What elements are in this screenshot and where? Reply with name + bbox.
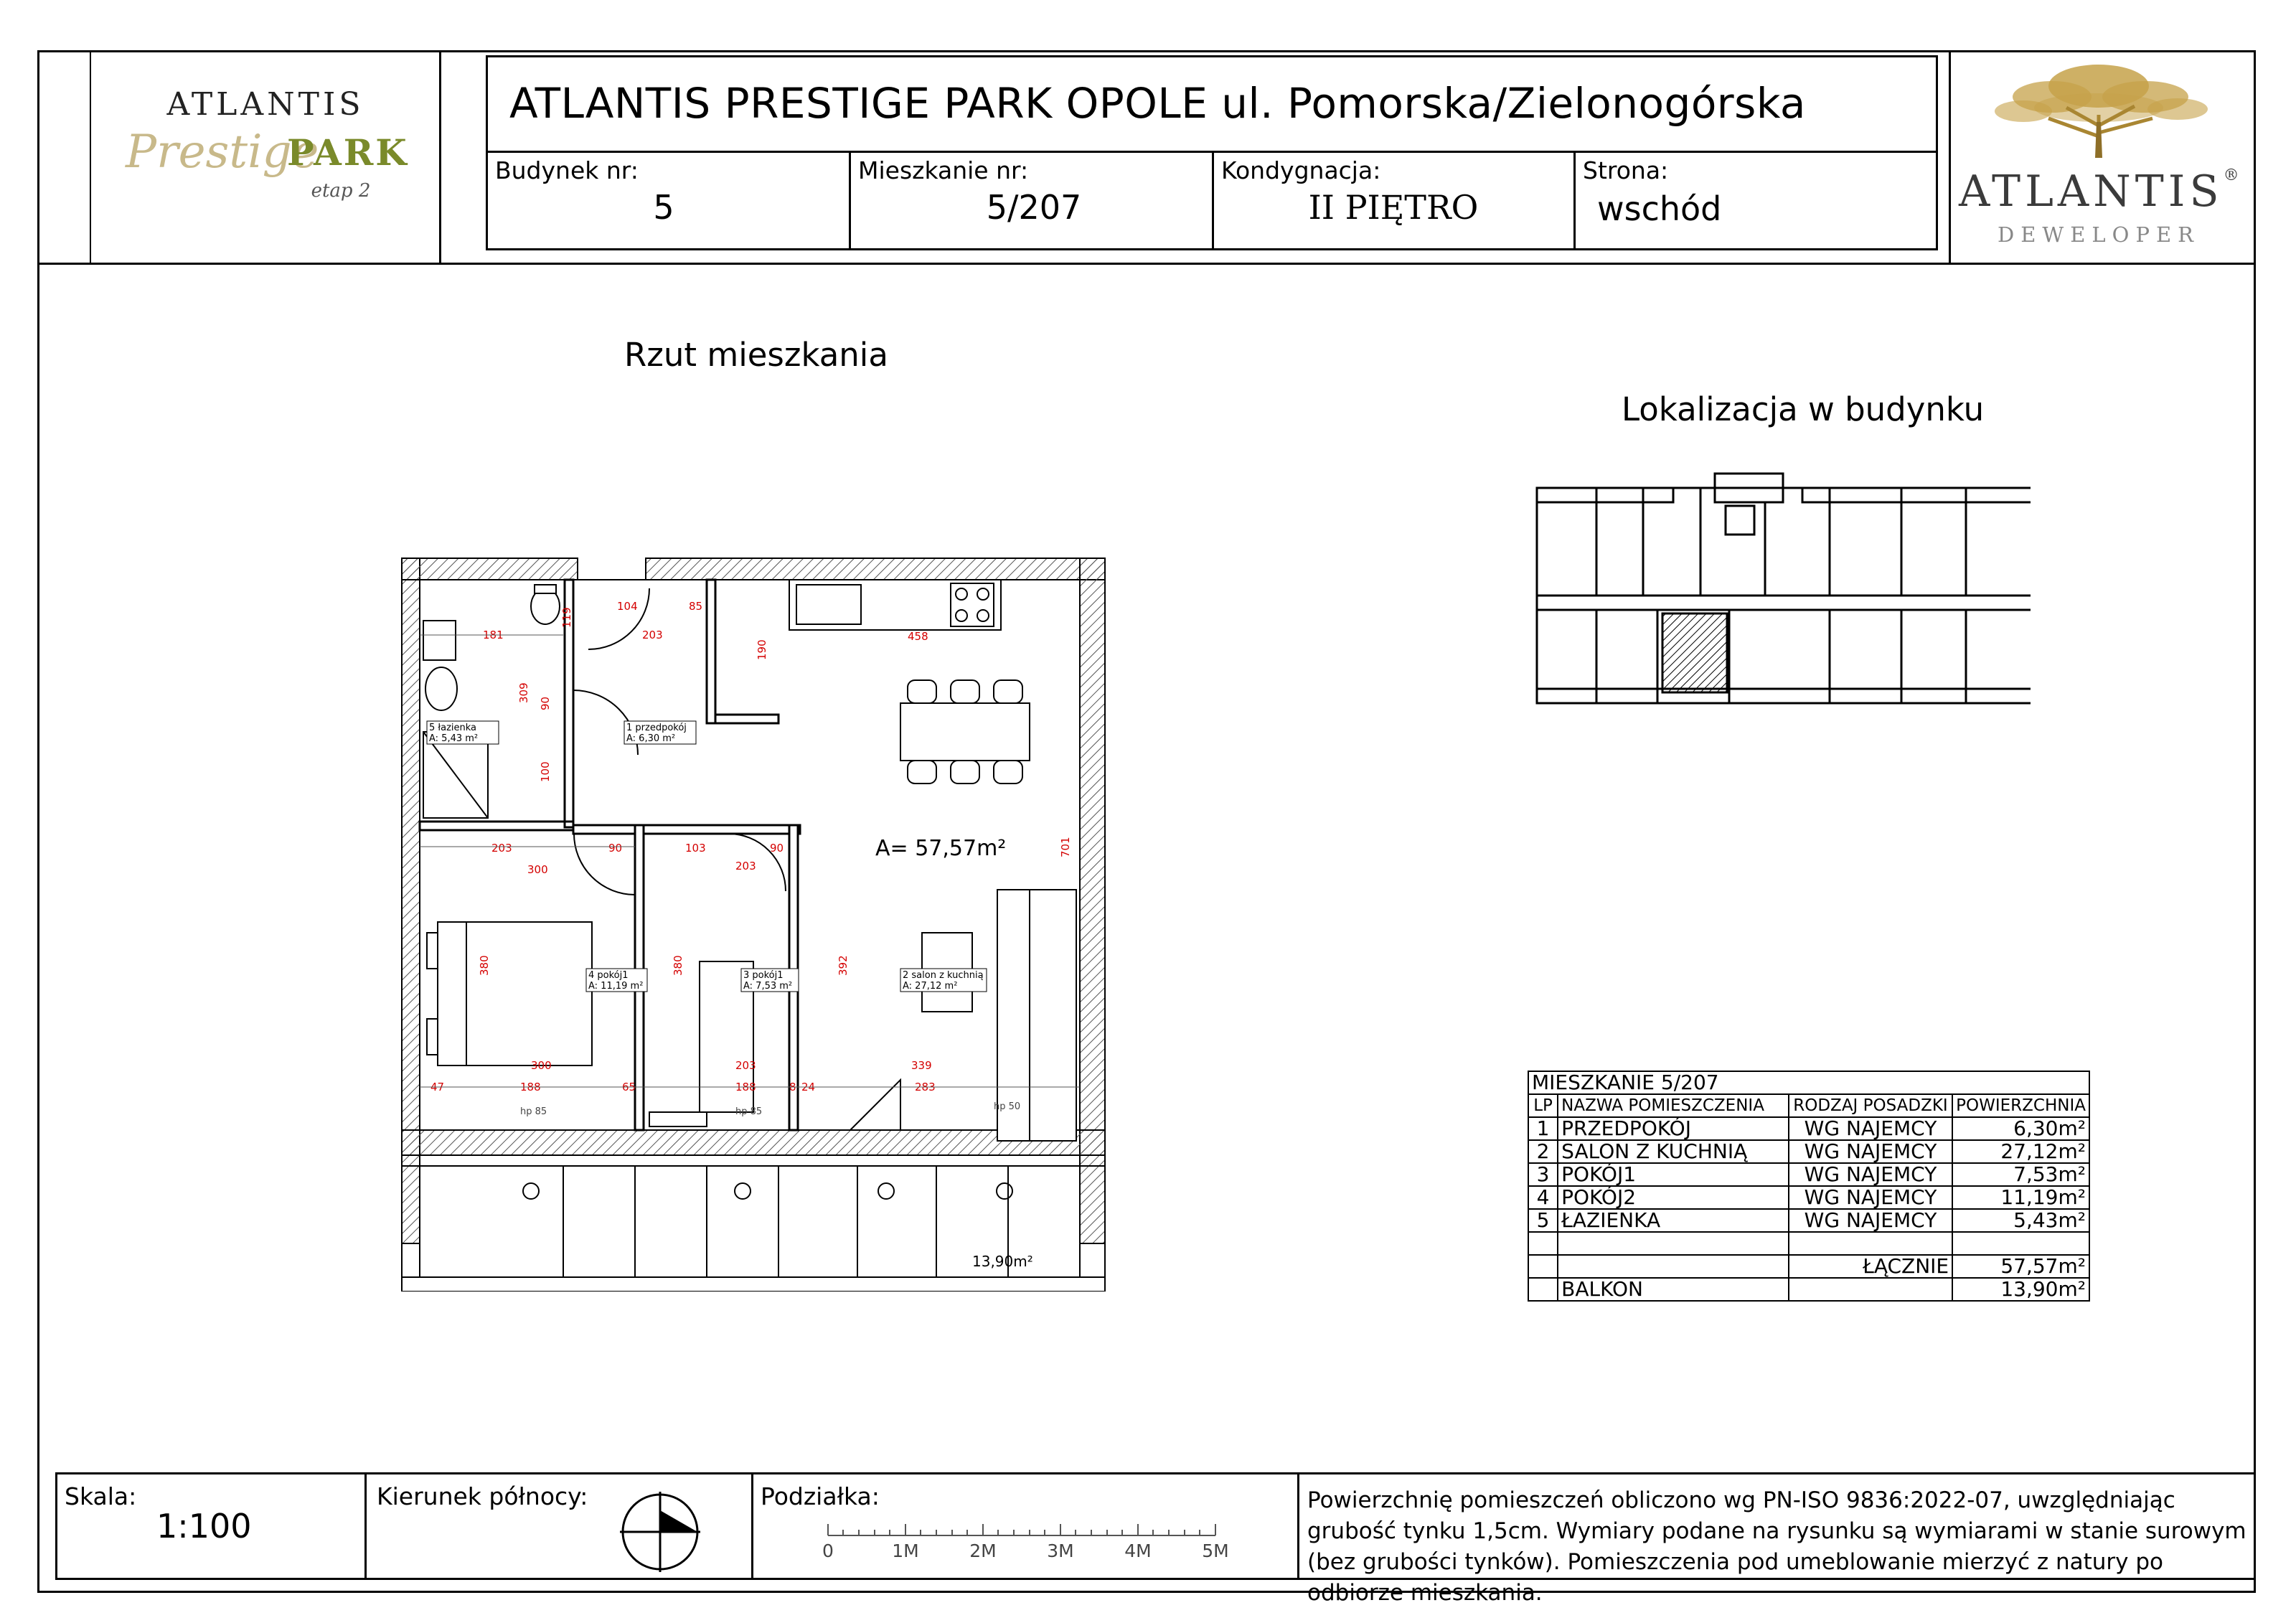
svg-text:283: 283 bbox=[915, 1081, 936, 1093]
project-logo bbox=[93, 86, 438, 244]
svg-text:309: 309 bbox=[517, 682, 530, 703]
field-label-building: Budynek nr: bbox=[495, 156, 639, 184]
scale-tick-3: 3M bbox=[1047, 1540, 1074, 1561]
field-value-side: wschód bbox=[1597, 189, 1722, 228]
row-area: 5,43m² bbox=[1952, 1209, 2089, 1232]
room-1-area: A: 6,30 m² bbox=[626, 733, 676, 744]
col-header-floor: RODZAJ POSADZKI bbox=[1789, 1094, 1952, 1117]
row-lp: 1 bbox=[1528, 1117, 1558, 1140]
balcony-area: 13,90m² bbox=[972, 1253, 1033, 1270]
svg-text:90: 90 bbox=[770, 842, 784, 855]
svg-text:392: 392 bbox=[837, 955, 850, 976]
room-3-name: 3 pokój1 bbox=[743, 970, 784, 981]
scale-tick-0: 0 bbox=[822, 1540, 834, 1561]
apartment-highlight bbox=[1662, 613, 1727, 692]
bed bbox=[427, 922, 592, 1065]
svg-text:203: 203 bbox=[491, 842, 512, 855]
table-row-total bbox=[1528, 1255, 2089, 1278]
location-title: Lokalizacja w budynku bbox=[1622, 390, 1985, 428]
row-name: SALON Z KUCHNIĄ bbox=[1558, 1140, 1789, 1163]
svg-text:90: 90 bbox=[608, 842, 623, 855]
svg-text:380: 380 bbox=[672, 955, 684, 976]
room-5-name: 5 łazienka bbox=[429, 723, 477, 733]
dining-table bbox=[900, 680, 1030, 784]
footer-divider-2 bbox=[751, 1472, 753, 1580]
field-label-apartment: Mieszkanie nr: bbox=[858, 156, 1029, 184]
table-row bbox=[1528, 1209, 2089, 1232]
scale-value: 1:100 bbox=[156, 1507, 252, 1546]
scale-bar bbox=[811, 1514, 1256, 1579]
row-name: POKÓJ1 bbox=[1558, 1163, 1789, 1186]
bar-label: Podziałka: bbox=[761, 1482, 880, 1510]
room-2-area: A: 27,12 m² bbox=[903, 981, 958, 992]
room-3-area: A: 7,53 m² bbox=[743, 981, 793, 992]
row-floor: WG NAJEMCY bbox=[1789, 1140, 1952, 1163]
registered-mark: ® bbox=[2223, 166, 2244, 184]
row-lp: 3 bbox=[1528, 1163, 1558, 1186]
svg-text:188: 188 bbox=[735, 1081, 756, 1093]
table-header-row bbox=[1528, 1094, 2089, 1117]
col-header-area: POWIERZCHNIA bbox=[1952, 1094, 2089, 1117]
area-calculation-note: Powierzchnię pomieszczeń obliczono wg PN-ISO 9836:2022-07, uwzględniając grubość tynku 1,5cm. Wymiary podane na rysunku są wymiarami w stanie surowym (bez grubości tynków). Pomieszczenia pod umeblowanie mierzyć z natury po odbiorze mieszkania. bbox=[1307, 1487, 2246, 1606]
table-title: MIESZKANIE 5/207 bbox=[1528, 1071, 2089, 1094]
logo-line-park: PARK bbox=[287, 131, 409, 174]
svg-text:100: 100 bbox=[539, 761, 552, 782]
scale-tick-5: 5M bbox=[1202, 1540, 1229, 1561]
svg-text:300: 300 bbox=[527, 863, 548, 876]
room-4-name: 4 pokój1 bbox=[588, 970, 629, 981]
page-title: ATLANTIS PRESTIGE PARK OPOLE ul. Pomorska/Zielonogórska bbox=[509, 79, 1806, 128]
logo-line-atlantis: ATLANTIS bbox=[166, 86, 364, 123]
logo-line-prestige: Prestige bbox=[126, 126, 319, 179]
field-label-side: Strona: bbox=[1583, 156, 1669, 184]
row-lp: 2 bbox=[1528, 1140, 1558, 1163]
sill-label-1: hp 85 bbox=[520, 1106, 547, 1117]
location-plan bbox=[1528, 466, 2031, 725]
svg-text:188: 188 bbox=[520, 1081, 541, 1093]
north-arrow-icon bbox=[617, 1489, 703, 1575]
floor-plan bbox=[398, 517, 1123, 1292]
svg-text:85: 85 bbox=[689, 600, 703, 613]
developer-logo-name bbox=[1959, 166, 2244, 217]
scale-tick-2: 2M bbox=[969, 1540, 997, 1561]
row-floor: WG NAJEMCY bbox=[1789, 1117, 1952, 1140]
scale-tick-1: 1M bbox=[892, 1540, 919, 1561]
total-value: 57,57m² bbox=[1952, 1255, 2089, 1278]
logo-left-divider-right bbox=[439, 50, 441, 264]
room-2-name: 2 salon z kuchnią bbox=[903, 970, 984, 981]
table-row bbox=[1528, 1163, 2089, 1186]
dim-181: 181 bbox=[483, 629, 504, 641]
logo-left-divider bbox=[90, 50, 91, 264]
svg-text:65: 65 bbox=[622, 1081, 636, 1093]
developer-logo-sub: DEWELOPER bbox=[1998, 222, 2200, 247]
field-label-floor: Kondygnacja: bbox=[1221, 156, 1381, 184]
developer-name: ATLANTIS bbox=[1959, 166, 2224, 217]
svg-text:203: 203 bbox=[735, 1059, 756, 1072]
field-divider-2 bbox=[1212, 151, 1214, 250]
svg-text:8: 8 bbox=[789, 1081, 796, 1093]
svg-text:47: 47 bbox=[430, 1081, 445, 1093]
scale-label: Skala: bbox=[65, 1482, 137, 1510]
apartment-area: A= 57,57m² bbox=[875, 836, 1007, 861]
footer-divider-3 bbox=[1297, 1472, 1299, 1580]
svg-text:458: 458 bbox=[908, 630, 928, 643]
svg-text:90: 90 bbox=[539, 696, 552, 710]
row-floor: WG NAJEMCY bbox=[1789, 1209, 1952, 1232]
table-row-empty bbox=[1528, 1232, 2089, 1255]
svg-text:339: 339 bbox=[911, 1059, 932, 1072]
table-row-balcony bbox=[1528, 1278, 2089, 1301]
field-value-floor: II PIĘTRO bbox=[1308, 188, 1479, 227]
table-row bbox=[1528, 1186, 2089, 1209]
header-divider bbox=[37, 263, 2256, 265]
room-4-area: A: 11,19 m² bbox=[588, 981, 644, 992]
sill-label-3: hp 50 bbox=[994, 1101, 1021, 1112]
balcony bbox=[402, 1155, 1105, 1292]
field-value-building: 5 bbox=[653, 188, 674, 227]
svg-text:190: 190 bbox=[756, 639, 768, 660]
north-label: Kierunek północy: bbox=[377, 1482, 588, 1510]
svg-text:203: 203 bbox=[642, 629, 663, 641]
page-frame bbox=[37, 50, 2256, 1593]
logo-right-divider bbox=[1949, 50, 1951, 264]
row-area: 7,53m² bbox=[1952, 1163, 2089, 1186]
svg-text:24: 24 bbox=[801, 1081, 816, 1093]
row-lp: 4 bbox=[1528, 1186, 1558, 1209]
field-value-apartment: 5/207 bbox=[986, 188, 1082, 227]
row-area: 11,19m² bbox=[1952, 1186, 2089, 1209]
svg-text:104: 104 bbox=[617, 600, 638, 613]
row-name: PRZEDPOKÓJ bbox=[1558, 1117, 1789, 1140]
balcony-label: BALKON bbox=[1558, 1278, 1789, 1301]
row-lp: 5 bbox=[1528, 1209, 1558, 1232]
field-divider-1 bbox=[849, 151, 851, 250]
total-label: ŁĄCZNIE bbox=[1789, 1255, 1952, 1278]
svg-text:119: 119 bbox=[560, 607, 573, 628]
table-row bbox=[1528, 1140, 2089, 1163]
table-row bbox=[1528, 1117, 2089, 1140]
room-1-name: 1 przedpokój bbox=[626, 723, 687, 733]
row-floor: WG NAJEMCY bbox=[1789, 1163, 1952, 1186]
svg-text:701: 701 bbox=[1059, 837, 1072, 857]
svg-text:203: 203 bbox=[735, 860, 756, 872]
tree-logo-icon bbox=[1980, 57, 2217, 165]
svg-text:300: 300 bbox=[531, 1059, 552, 1072]
row-name: POKÓJ2 bbox=[1558, 1186, 1789, 1209]
col-header-lp: LP bbox=[1528, 1094, 1558, 1117]
row-floor: WG NAJEMCY bbox=[1789, 1186, 1952, 1209]
scale-tick-4: 4M bbox=[1124, 1540, 1152, 1561]
row-area: 6,30m² bbox=[1952, 1117, 2089, 1140]
footer-divider-1 bbox=[364, 1472, 367, 1580]
room-schedule-table bbox=[1528, 1071, 2090, 1302]
svg-text:103: 103 bbox=[685, 842, 706, 855]
plan-title: Rzut mieszkania bbox=[624, 336, 888, 374]
sill-label-2: hp 85 bbox=[735, 1106, 763, 1117]
room-5-area: A: 5,43 m² bbox=[429, 733, 479, 744]
row-area: 27,12m² bbox=[1952, 1140, 2089, 1163]
row-name: ŁAZIENKA bbox=[1558, 1209, 1789, 1232]
field-divider-3 bbox=[1573, 151, 1576, 250]
logo-line-etap: etap 2 bbox=[311, 180, 371, 202]
balcony-value: 13,90m² bbox=[1952, 1278, 2089, 1301]
col-header-name: NAZWA POMIESZCZENIA bbox=[1558, 1094, 1789, 1117]
svg-text:380: 380 bbox=[478, 955, 491, 976]
